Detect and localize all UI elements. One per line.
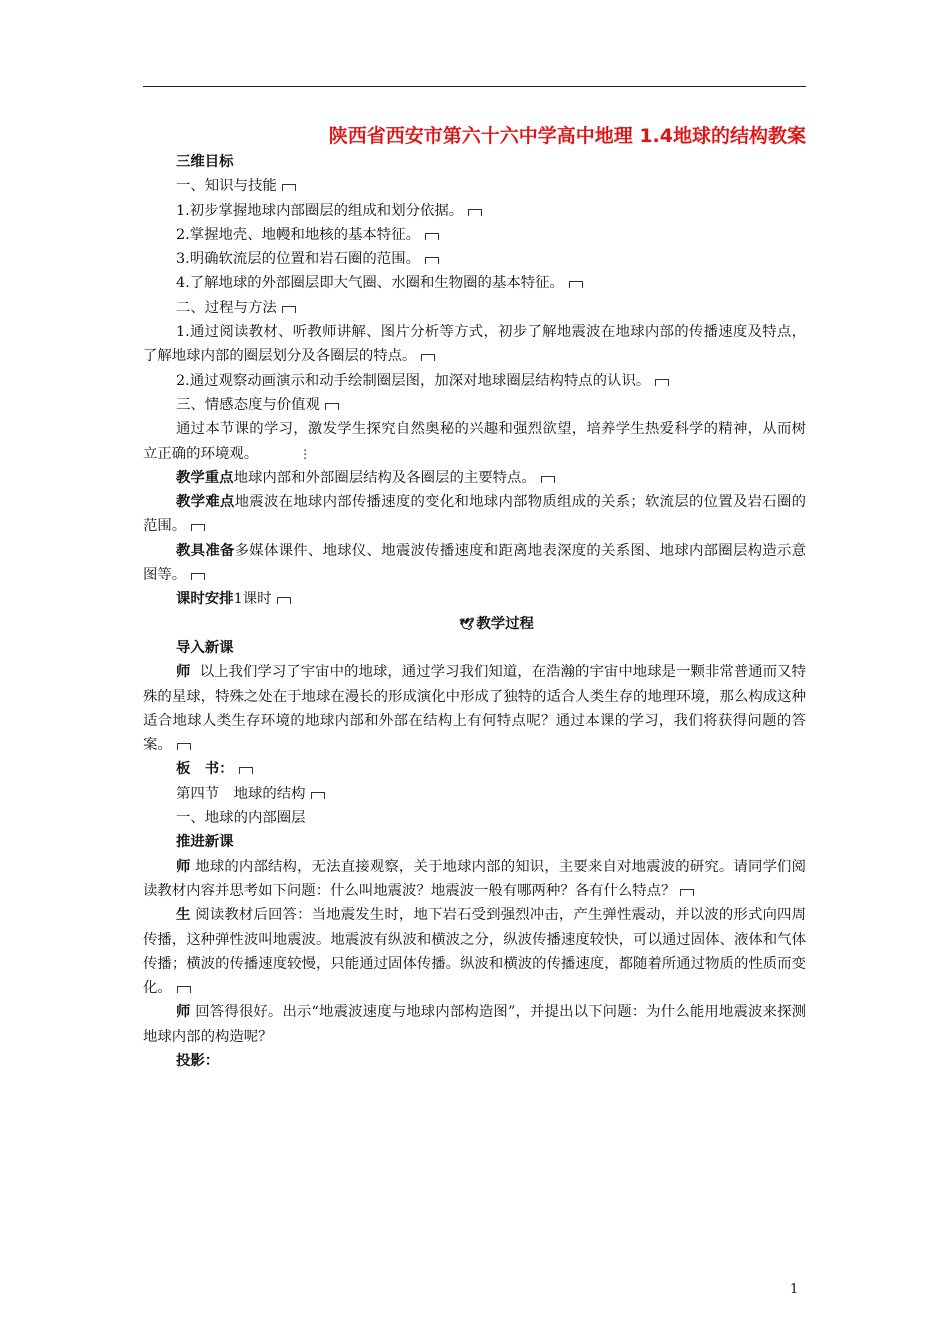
paragraph-mark-icon — [282, 306, 296, 313]
paragraph-mark-icon — [421, 354, 435, 361]
advance-teacher-2: 师 回答得很好。出示“地震波速度与地球内部构造图”，并提出以下问题：为什么能用地震波来探测地球内部的构造呢？ — [143, 1004, 806, 1045]
difficulties: 教学难点地震波在地球内部传播速度的变化和地球内部物质组成的关系；软流层的位置及岩石圈的范围。 — [143, 494, 806, 535]
paragraph-mark-icon — [277, 597, 291, 604]
process-title: 🕊 教学过程 — [143, 612, 806, 636]
process-item: 1.通过阅读教材、听教师讲解、图片分析等方式，初步了解地震波在地球内部的传播速度及特点，了解地球内部的圈层划分及各圈层的特点。 — [143, 324, 806, 365]
paragraph-mark-icon — [655, 379, 669, 386]
paragraph-mark-icon — [191, 573, 205, 580]
paragraph-mark-icon — [541, 476, 555, 483]
board-section: 第四节 地球的结构 — [143, 782, 806, 806]
document-body — [143, 150, 806, 1073]
process-heading: 二、过程与方法 — [143, 296, 806, 320]
knowledge-item: 1.初步掌握地球内部圈层的组成和划分依据。 — [143, 199, 806, 223]
projection-label: 投影： — [176, 1052, 220, 1069]
paragraph-mark-icon — [325, 403, 339, 410]
advance-heading: 推进新课 — [176, 834, 234, 851]
dots-icon: ⋮ — [299, 446, 312, 461]
paragraph-mark-icon — [177, 986, 191, 993]
knowledge-item: 4.了解地球的外部圈层即大气圈、水圈和生物圈的基本特征。 — [143, 271, 806, 295]
emotion-text: 通过本节课的学习，激发学生探究自然奥秘的兴趣和强烈欲望，培养学生热爱科学的精神，从而树立正确的环境观。 ⋮ — [143, 417, 806, 466]
paragraph-mark-icon — [311, 792, 325, 799]
intro-heading: 导入新课 — [176, 639, 234, 656]
objectives-heading: 三维目标 — [176, 154, 234, 170]
paragraph-mark-icon — [569, 281, 583, 288]
document-title: 陕西省西安市第六十六中学高中地理 1.4地球的结构教案 — [328, 125, 806, 147]
paragraph-mark-icon — [680, 889, 694, 896]
knowledge-item: 2.掌握地壳、地幔和地核的基本特征。 — [143, 223, 806, 247]
key-points: 教学重点地球内部和外部圈层结构及各圈层的主要特点。 — [143, 466, 806, 490]
paragraph-mark-icon — [468, 209, 482, 216]
paragraph-mark-icon — [191, 524, 205, 531]
page-number: 1 — [790, 1282, 799, 1297]
board-subsection: 一、地球的内部圈层 — [176, 810, 306, 827]
paragraph-mark-icon — [425, 257, 439, 264]
bird-icon: 🕊 — [459, 616, 475, 631]
intro-teacher: 师 以上我们学习了宇宙中的地球，通过学习我们知道，在浩瀚的宇宙中地球是一颗非常普通而又特殊的星球，特殊之处在于地球在漫长的形成演化中形成了独特的适合人类生存的地理环境，那么构成这种适合地球人类生存环境的地球内部和外部在结构上有何特点呢？通过本课的学习，我们将获得问题的答案。 — [143, 664, 806, 754]
materials: 教具准备多媒体课件、地球仪、地震波传播速度和距离地表深度的关系图、地球内部圈层构造示意图等。 — [143, 542, 806, 584]
advance-student-1: 生 阅读教材后回答：当地震发生时，地下岩石受到强烈冲击，产生弹性震动，并以波的形式向四周传播，这种弹性波叫地震波。地震波有纵波和横波之分，纵波传播速度较快，可以通过固体、液体和气体传播；横波的传播速度较慢，只能通过固体传播。纵波和横波的传播速度，都随着所通过物质的性质而变化。 — [143, 907, 806, 997]
process-item: 2.通过观察动画演示和动手绘制圈层图，加深对地球圈层结构特点的认识。 — [143, 369, 806, 393]
emotion-heading: 三、情感态度与价值观 — [143, 393, 806, 417]
board-label: 板 书： — [143, 757, 806, 781]
paragraph-mark-icon — [177, 743, 191, 750]
paragraph-mark-icon — [282, 184, 296, 191]
knowledge-item: 3.明确软流层的位置和岩石圈的范围。 — [143, 247, 806, 271]
header-rule — [143, 86, 806, 87]
knowledge-heading: 一、知识与技能 — [143, 174, 806, 198]
paragraph-mark-icon — [239, 767, 253, 774]
advance-teacher-1: 师 地球的内部结构，无法直接观察，关于地球内部的知识，主要来自对地震波的研究。请同学们阅读教材内容并思考如下问题：什么叫地震波？地震波一般有哪两种？各有什么特点？ — [143, 858, 806, 899]
schedule: 课时安排1课时 — [143, 587, 806, 611]
paragraph-mark-icon — [425, 233, 439, 240]
